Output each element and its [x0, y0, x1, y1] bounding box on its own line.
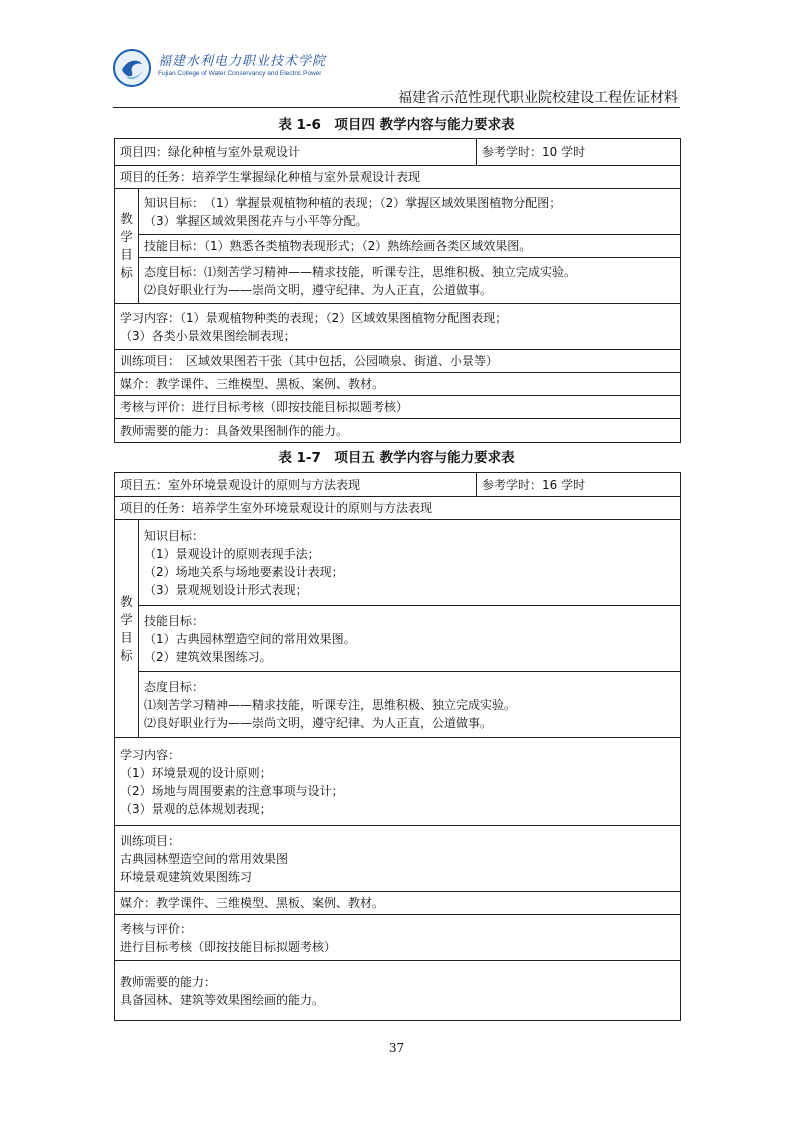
- table7-task: 项目的任务：培养学生室外环境景观设计的原则与方法表现: [115, 497, 681, 520]
- table6: [114, 138, 681, 443]
- table6-hours: 参考学时：10 学时: [477, 139, 681, 166]
- table7-assessment: 考核与评价： 进行目标考核（即按技能目标拟题考核）: [115, 915, 681, 961]
- table6-project: 项目四：绿化种植与室外景观设计: [115, 139, 477, 166]
- header-divider: [113, 107, 680, 108]
- table7-goal-label: 教 学 目 标: [115, 520, 139, 738]
- table6-training: 训练项目： 区域效果图若干张（其中包括，公园喷泉、街道、小景等）: [115, 350, 681, 373]
- table7-content: 学习内容： （1）环境景观的设计原则； （2）场地与周围要素的注意事项与设计； （3）景观的总体规划表现；: [115, 738, 681, 826]
- table7-media: 媒介：教学课件、三维模型、黑板、案例、教材。: [115, 892, 681, 915]
- logo-subtitle: Fujian College of Water Conservancy and Electric Power: [158, 70, 322, 77]
- table6-assessment: 考核与评价：进行目标考核（即按技能目标拟题考核）: [115, 396, 681, 419]
- table6-caption: 表 1-6 项目四 教学内容与能力要求表: [278, 117, 515, 133]
- table7-attitude: 态度目标： ⑴刻苦学习精神——精求技能，听课专注，思维积极、独立完成实验。 ⑵良好职业行为——崇尚文明，遵守纪律、为人正直，公道做事。: [139, 672, 681, 738]
- table6-task: 项目的任务：培养学生掌握绿化种植与室外景观设计表现: [115, 166, 681, 189]
- table7-knowledge: 知识目标： （1）景观设计的原则表现手法； （2）场地关系与场地要素设计表现； （3）景观规划设计形式表现；: [139, 520, 681, 606]
- table6-content: 学习内容：（1）景观植物种类的表现；（2）区域效果图植物分配图表现； （3）各类小景效果图绘制表现；: [115, 304, 681, 350]
- logo-text: 福建水利电力职业技术学院: [158, 54, 327, 69]
- table6-goal-label: 教 学 目 标: [115, 189, 139, 304]
- page-number: 37: [388, 1041, 405, 1055]
- logo-emblem-icon: [112, 48, 152, 88]
- document-title: 福建省示范性现代职业院校建设工程佐证材料: [398, 90, 678, 106]
- table7-project: 项目五：室外环境景观设计的原则与方法表现: [115, 473, 477, 497]
- table6-attitude: 态度目标：⑴刻苦学习精神——精求技能，听课专注，思维积极、独立完成实验。 ⑵良好职业行为——崇尚文明，遵守纪律、为人正直，公道做事。: [139, 258, 681, 304]
- table6-skill: 技能目标：（1）熟悉各类植物表现形式；（2）熟练绘画各类区域效果图。: [139, 235, 681, 258]
- table6-teacher: 教师需要的能力：具备效果图制作的能力。: [115, 419, 681, 443]
- table7-skill: 技能目标： （1）古典园林塑造空间的常用效果图。 （2）建筑效果图练习。: [139, 606, 681, 672]
- table7-caption: 表 1-7 项目五 教学内容与能力要求表: [278, 450, 515, 466]
- college-logo: [112, 46, 327, 92]
- table7: [114, 472, 681, 1021]
- table6-media: 媒介：教学课件、三维模型、黑板、案例、教材。: [115, 373, 681, 396]
- table7-hours: 参考学时：16 学时: [477, 473, 681, 497]
- table6-knowledge: 知识目标： （1）掌握景观植物种植的表现；（2）掌握区域效果图植物分配图； （3）掌握区域效果图花卉与小平等分配。: [139, 189, 681, 235]
- table7-teacher: 教师需要的能力： 具备园林、建筑等效果图绘画的能力。: [115, 961, 681, 1021]
- table7-training: 训练项目： 古典园林塑造空间的常用效果图 环境景观建筑效果图练习: [115, 826, 681, 892]
